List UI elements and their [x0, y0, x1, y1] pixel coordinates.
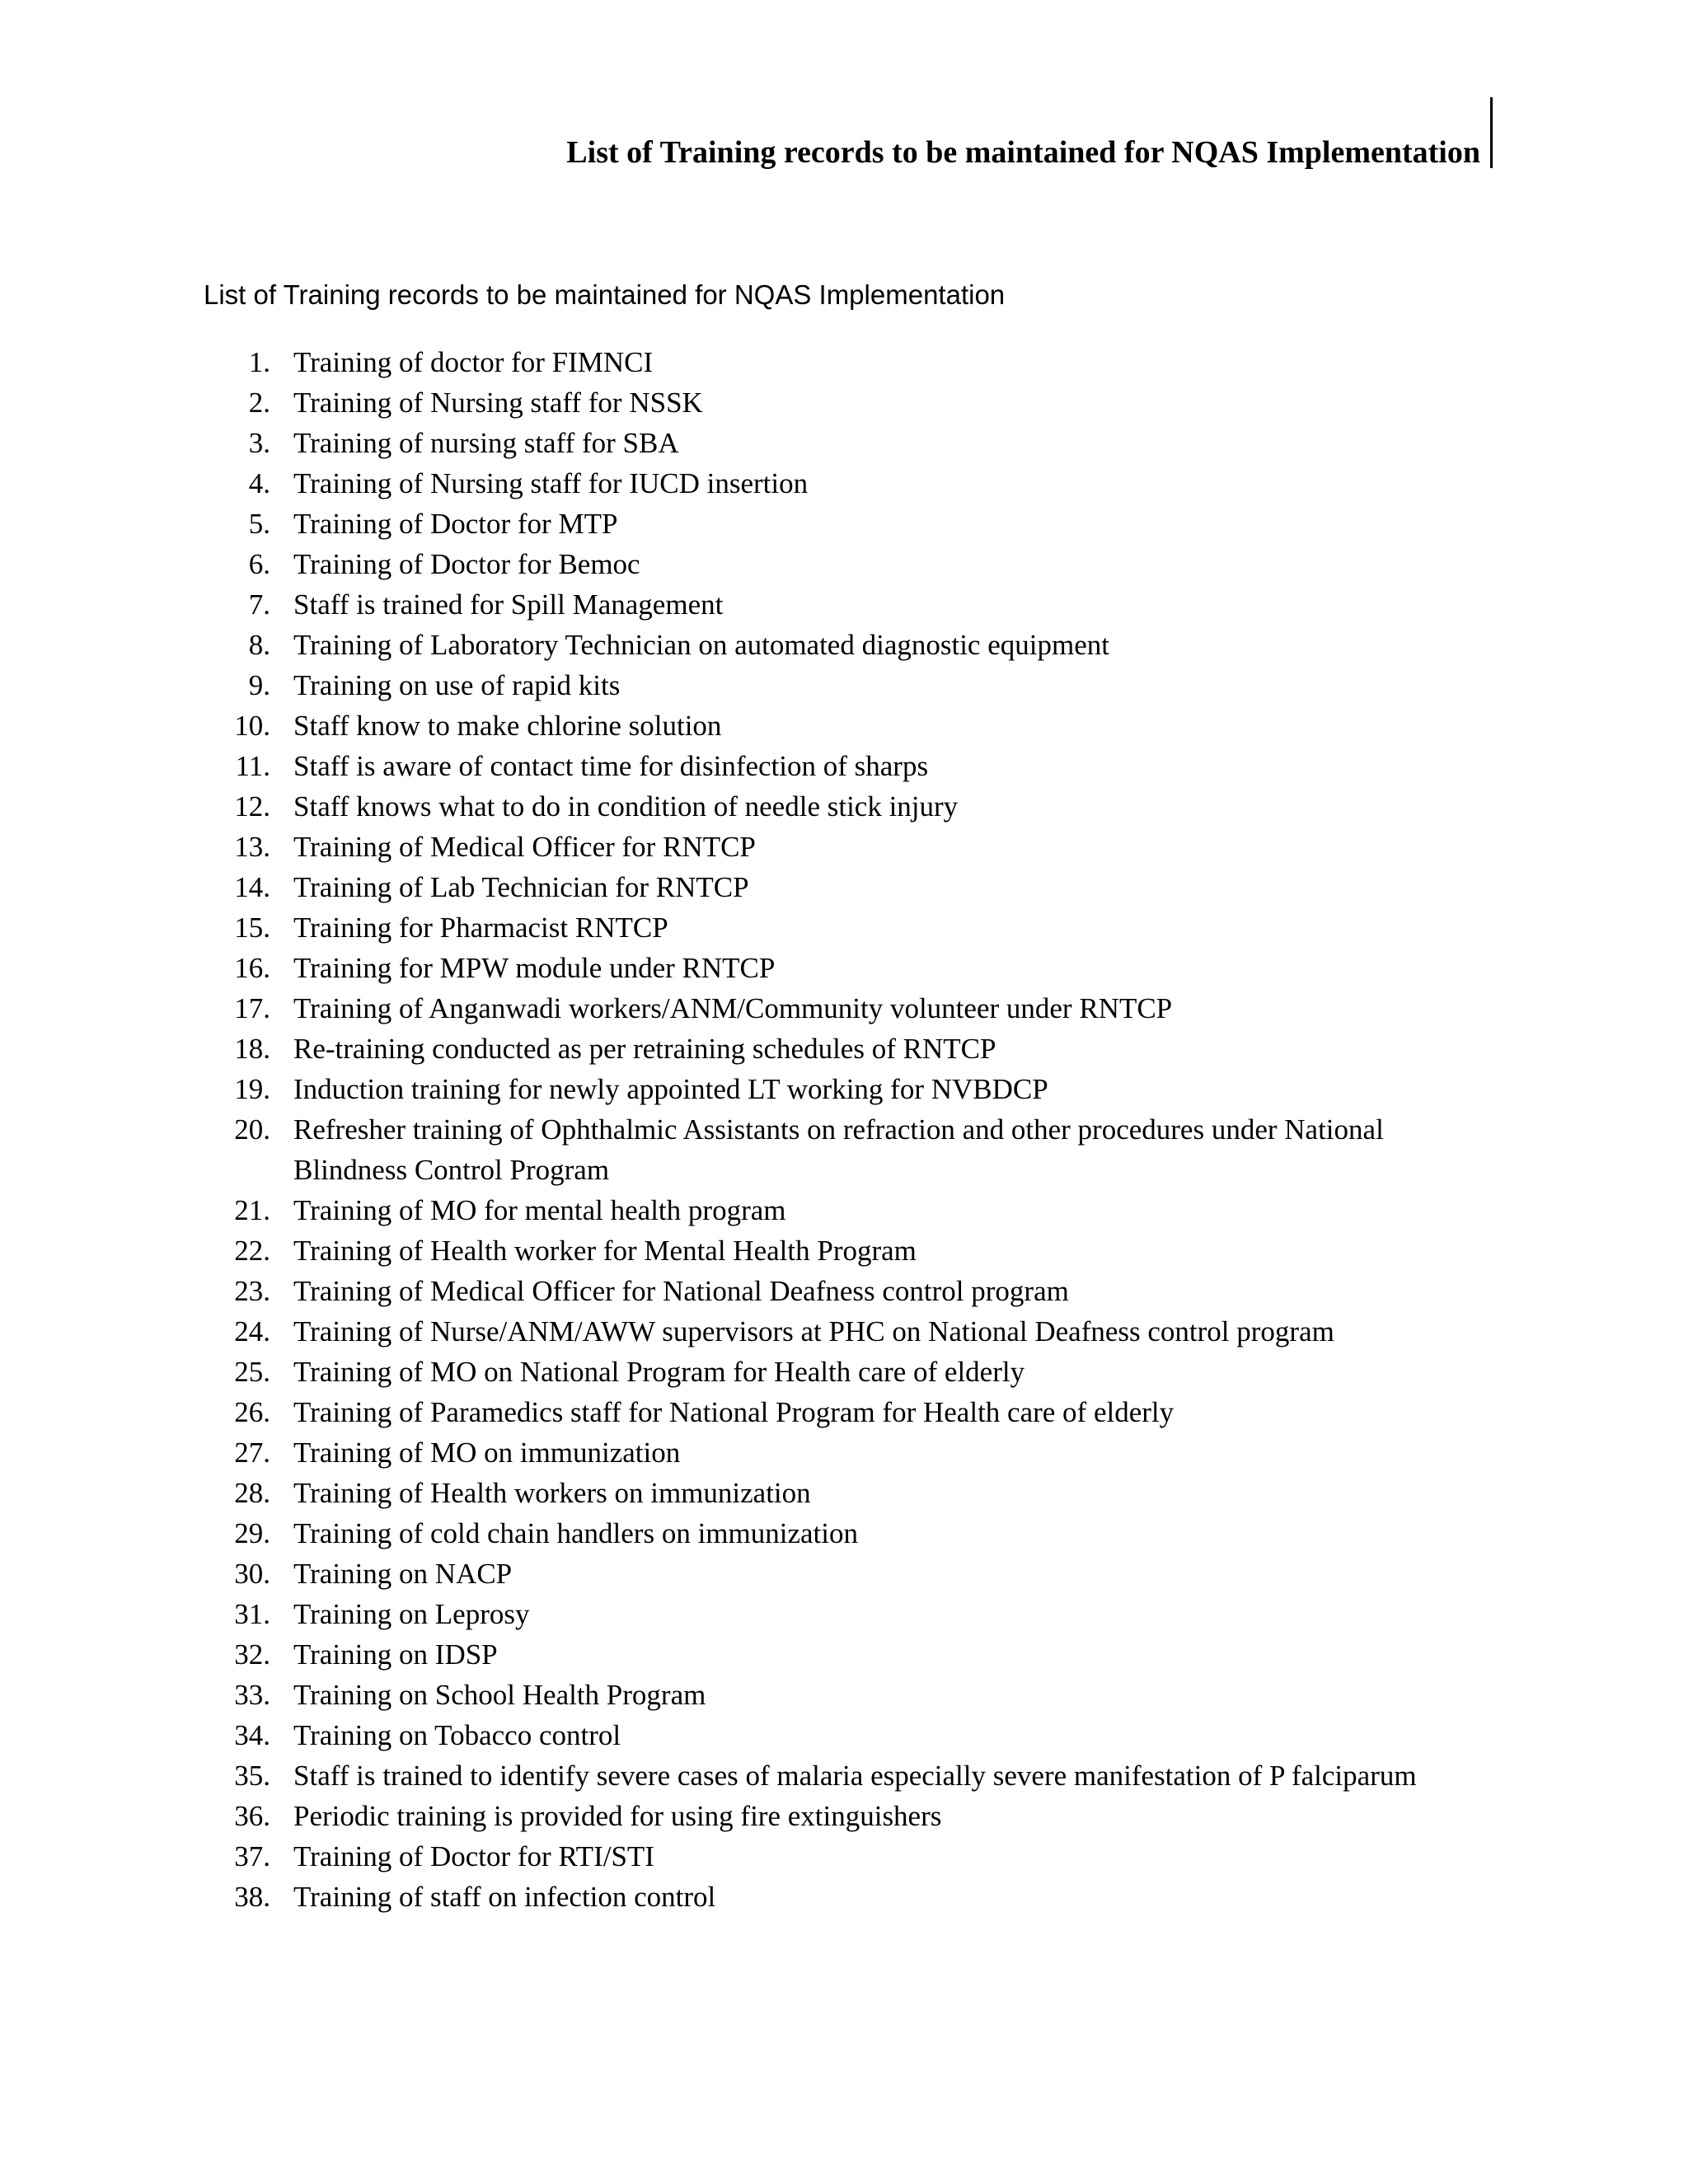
list-item-text: Training on NACP: [293, 1558, 513, 1590]
list-item: [0, 423, 1423, 463]
list-item-number: 6.: [248, 548, 270, 580]
page-header-title: List of Training records to be maintained for NQAS Implementation: [566, 135, 1480, 170]
list-item: [0, 504, 1423, 544]
list-item-number: 7.: [248, 588, 270, 621]
list-item: [0, 1513, 1423, 1554]
list-item-text: Training of Health workers on immunization: [293, 1477, 811, 1509]
list-item-number: 35.: [234, 1760, 270, 1792]
list-item: [0, 1796, 1423, 1836]
list-item: [0, 463, 1423, 504]
list-item: [0, 1554, 1423, 1594]
list-item-text: Training on Tobacco control: [293, 1719, 621, 1751]
list-item-number: 20.: [234, 1113, 270, 1146]
list-item-number: 16.: [234, 952, 270, 984]
list-item-text: Training of Laboratory Technician on automated diagnostic equipment: [293, 629, 1109, 661]
list-item: [0, 1755, 1423, 1796]
list-item-text: Staff is trained to identify severe cases of malaria especially severe manifestation of P falciparum: [293, 1760, 1417, 1792]
list-item-number: 5.: [248, 508, 270, 540]
list-item: [0, 342, 1423, 382]
list-item-text: Refresher training of Ophthalmic Assistants on refraction and other procedures under National Blindness Control Program: [293, 1113, 1384, 1186]
list-item: [0, 948, 1423, 988]
list-item-number: 13.: [234, 831, 270, 863]
list-item-text: Training of Medical Officer for RNTCP: [293, 831, 756, 863]
list-item: [0, 1473, 1423, 1513]
list-item-number: 1.: [248, 346, 270, 378]
intro-text: List of Training records to be maintained for NQAS Implementation: [204, 279, 1006, 310]
list-item-number: 33.: [234, 1679, 270, 1711]
list-item: [0, 1069, 1423, 1109]
list-item: [0, 1675, 1423, 1715]
list-item-text: Training of Anganwadi workers/ANM/Community volunteer under RNTCP: [293, 992, 1173, 1024]
list-item-number: 37.: [234, 1840, 270, 1872]
list-item-number: 29.: [234, 1517, 270, 1549]
list-item-text: Training of cold chain handlers on immunization: [293, 1517, 858, 1549]
list-item-number: 28.: [234, 1477, 270, 1509]
list-item-number: 32.: [234, 1638, 270, 1671]
list-item: [0, 1715, 1423, 1755]
list-item-text: Training of Doctor for Bemoc: [293, 548, 640, 580]
list-item-text: Training of Paramedics staff for National Program for Health care of elderly: [293, 1396, 1175, 1428]
list-item: [0, 786, 1423, 827]
list-item-text: Training of Nursing staff for IUCD insertion: [293, 467, 809, 499]
list-item: [0, 746, 1423, 786]
list-item-number: 18.: [234, 1033, 270, 1065]
list-item-text: Training of Doctor for RTI/STI: [293, 1840, 654, 1872]
list-item-number: 22.: [234, 1235, 270, 1267]
list-item-text: Periodic training is provided for using fire extinguishers: [293, 1800, 942, 1832]
list-item-text: Training of staff on infection control: [293, 1881, 716, 1913]
list-item-text: Training of MO on immunization: [293, 1436, 681, 1469]
list-item-number: 9.: [248, 669, 270, 701]
list-item-text: Training on Leprosy: [293, 1598, 530, 1630]
list-item-number: 10.: [234, 710, 270, 742]
list-item: [0, 1190, 1423, 1230]
list-item: [0, 1877, 1423, 1917]
list-item-text: Re-training conducted as per retraining schedules of RNTCP: [293, 1033, 996, 1065]
list-item-text: Training of Medical Officer for National Deafness control program: [293, 1275, 1069, 1307]
list-item: [0, 382, 1423, 423]
list-item-text: Training of Doctor for MTP: [293, 508, 618, 540]
list-item-text: Training of Nurse/ANM/AWW supervisors at PHC on National Deafness control program: [293, 1315, 1334, 1347]
list-item-number: 36.: [234, 1800, 270, 1832]
list-item-number: 24.: [234, 1315, 270, 1347]
list-item: [0, 1271, 1423, 1311]
list-item-text: Training of Health worker for Mental Health Program: [293, 1235, 917, 1267]
list-item-text: Training of doctor for FIMNCI: [293, 346, 654, 378]
list-item-text: Training for Pharmacist RNTCP: [293, 912, 668, 944]
list-item-text: Training for MPW module under RNTCP: [293, 952, 776, 984]
list-item-number: 11.: [235, 750, 270, 782]
list-item-text: Training of nursing staff for SBA: [293, 427, 679, 459]
list-item-text: Staff is trained for Spill Management: [293, 588, 724, 621]
list-item: [0, 1029, 1423, 1069]
list-item: [0, 1392, 1423, 1432]
list-item: [0, 1634, 1423, 1675]
list-item: [0, 584, 1423, 625]
header-rule: [1490, 97, 1493, 168]
list-item: [0, 1836, 1423, 1877]
list-item: [0, 988, 1423, 1029]
list-item-number: 23.: [234, 1275, 270, 1307]
list-item-text: Staff knows what to do in condition of needle stick injury: [293, 790, 959, 823]
list-item: [0, 1594, 1423, 1634]
list-item-number: 21.: [234, 1194, 270, 1226]
list-item-number: 38.: [234, 1881, 270, 1913]
list-item-number: 34.: [234, 1719, 270, 1751]
list-item-number: 25.: [234, 1356, 270, 1388]
list-item-number: 17.: [234, 992, 270, 1024]
training-records-list: [0, 342, 1423, 1917]
list-item-number: 3.: [248, 427, 270, 459]
list-item: [0, 1311, 1423, 1352]
list-item-number: 19.: [234, 1073, 270, 1105]
list-item: [0, 544, 1423, 584]
list-item: [0, 1352, 1423, 1392]
list-item-number: 14.: [234, 871, 270, 903]
list-item-text: Induction training for newly appointed LT working for NVBDCP: [293, 1073, 1048, 1105]
list-item-text: Training of MO for mental health program: [293, 1194, 786, 1226]
list-item-number: 31.: [234, 1598, 270, 1630]
list-item-text: Training on School Health Program: [293, 1679, 706, 1711]
list-item-text: Training of MO on National Program for Health care of elderly: [293, 1356, 1025, 1388]
list-item-number: 15.: [234, 912, 270, 944]
list-item-number: 4.: [248, 467, 270, 499]
list-item-number: 2.: [248, 387, 270, 419]
list-item: [0, 1109, 1423, 1190]
list-item: [0, 1432, 1423, 1473]
list-item-number: 27.: [234, 1436, 270, 1469]
list-item: [0, 907, 1423, 948]
list-item-text: Staff is aware of contact time for disinfection of sharps: [293, 750, 929, 782]
list-item: [0, 665, 1423, 705]
list-item-number: 12.: [234, 790, 270, 823]
list-item: [0, 1230, 1423, 1271]
list-item-text: Training of Lab Technician for RNTCP: [293, 871, 749, 903]
list-item-number: 8.: [248, 629, 270, 661]
list-item-number: 26.: [234, 1396, 270, 1428]
list-item: [0, 867, 1423, 907]
list-item-text: Training of Nursing staff for NSSK: [293, 387, 703, 419]
list-item-text: Staff know to make chlorine solution: [293, 710, 722, 742]
list-item: [0, 827, 1423, 867]
list-item: [0, 625, 1423, 665]
list-item: [0, 705, 1423, 746]
list-item-text: Training on use of rapid kits: [293, 669, 621, 701]
list-item-number: 30.: [234, 1558, 270, 1590]
list-item-text: Training on IDSP: [293, 1638, 498, 1671]
